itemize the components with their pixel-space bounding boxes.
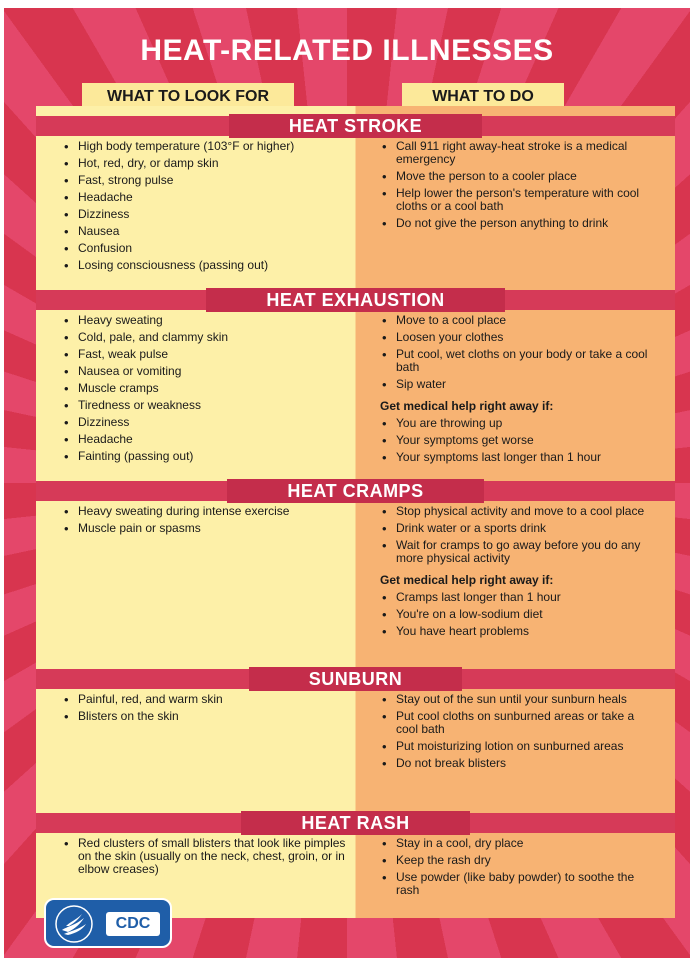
- list-item: • Your symptoms get worse: [380, 434, 648, 447]
- list-item: • Heavy sweating during intense exercise: [62, 505, 352, 518]
- column-label-look-for: WHAT TO LOOK FOR: [82, 83, 294, 111]
- list-item: • Do not give the person anything to drink: [380, 217, 648, 230]
- list-item: • Nausea or vomiting: [62, 365, 352, 378]
- list-item: • Red clusters of small blisters that look like pimples on the skin (usually on the neck, chest, groin, or in elbow creases): [62, 837, 352, 876]
- column-label-what-to-do: WHAT TO DO: [402, 83, 564, 111]
- section-sunburn: [36, 669, 675, 805]
- cdc-logo: [44, 898, 172, 948]
- list-item: • Keep the rash dry: [380, 854, 648, 867]
- section-heat-stroke: [36, 116, 675, 286]
- list-item: • Cold, pale, and clammy skin: [62, 331, 352, 344]
- list-item: • Headache: [62, 433, 352, 446]
- list-item: • Heavy sweating: [62, 314, 352, 327]
- list-item: • High body temperature (103°F or higher): [62, 140, 352, 153]
- section-title: HEAT STROKE: [36, 116, 675, 136]
- list-item: • Painful, red, and warm skin: [62, 693, 352, 706]
- look-for-list: [62, 693, 352, 727]
- list-item: • Stop physical activity and move to a cool place: [380, 505, 648, 518]
- list-item: • Stay in a cool, dry place: [380, 837, 648, 850]
- section-title: SUNBURN: [36, 669, 675, 689]
- list-item: • Hot, red, dry, or damp skin: [62, 157, 352, 170]
- look-for-list: [62, 837, 352, 880]
- poster-title: HEAT-RELATED ILLNESSES: [140, 34, 554, 67]
- list-item: • Sip water: [380, 378, 648, 391]
- what-to-do-list: [380, 693, 648, 774]
- list-item: • Use powder (like baby powder) to soothe the rash: [380, 871, 648, 897]
- list-item: • Do not break blisters: [380, 757, 648, 770]
- medical-help-heading: Get medical help right away if:: [380, 573, 554, 587]
- section-heat-exhaustion: [36, 290, 675, 474]
- list-item: • Headache: [62, 191, 352, 204]
- list-item: • Drink water or a sports drink: [380, 522, 648, 535]
- list-item: • Fainting (passing out): [62, 450, 352, 463]
- list-item: • You are throwing up: [380, 417, 648, 430]
- list-item: • Call 911 right away-heat stroke is a medical emergency: [380, 140, 648, 166]
- list-item: • Cramps last longer than 1 hour: [380, 591, 648, 604]
- list-item: • Muscle pain or spasms: [62, 522, 352, 535]
- what-to-do-list: [380, 505, 648, 642]
- section-title: HEAT CRAMPS: [36, 481, 675, 501]
- list-item: • You have heart problems: [380, 625, 648, 638]
- list-item: • Stay out of the sun until your sunburn heals: [380, 693, 648, 706]
- list-item: • Loosen your clothes: [380, 331, 648, 344]
- list-item: • Put moisturizing lotion on sunburned areas: [380, 740, 648, 753]
- list-item: • Confusion: [62, 242, 352, 255]
- section-title: HEAT RASH: [36, 813, 675, 833]
- section-title: HEAT EXHAUSTION: [36, 290, 675, 310]
- list-item: • Help lower the person's temperature with cool cloths or a cool bath: [380, 187, 648, 213]
- list-item: • Fast, strong pulse: [62, 174, 352, 187]
- medical-help-heading: Get medical help right away if:: [380, 399, 554, 413]
- list-item: • You're on a low-sodium diet: [380, 608, 648, 621]
- list-item: • Put cool, wet cloths on your body or take a cool bath: [380, 348, 648, 374]
- list-item: • Put cool cloths on sunburned areas or take a cool bath: [380, 710, 648, 736]
- list-item: • Blisters on the skin: [62, 710, 352, 723]
- list-item: • Losing consciousness (passing out): [62, 259, 352, 272]
- list-item: • Move to a cool place: [380, 314, 648, 327]
- list-item: • Muscle cramps: [62, 382, 352, 395]
- list-item: • Your symptoms last longer than 1 hour: [380, 451, 648, 464]
- look-for-list: [62, 140, 352, 276]
- list-item: • Fast, weak pulse: [62, 348, 352, 361]
- look-for-list: [62, 505, 352, 539]
- what-to-do-list: [380, 837, 648, 901]
- list-item: • Move the person to a cooler place: [380, 170, 648, 183]
- poster: [4, 8, 690, 958]
- list-item: • Dizziness: [62, 416, 352, 429]
- list-item: • Wait for cramps to go away before you do any more physical activity: [380, 539, 648, 565]
- list-item: • Nausea: [62, 225, 352, 238]
- section-heat-cramps: [36, 481, 675, 661]
- hhs-eagle-icon: [52, 904, 96, 944]
- cdc-wordmark: CDC: [106, 912, 160, 936]
- list-item: • Tiredness or weakness: [62, 399, 352, 412]
- content-panel: [36, 106, 675, 918]
- what-to-do-list: [380, 314, 648, 468]
- what-to-do-list: [380, 140, 648, 234]
- look-for-list: [62, 314, 352, 467]
- list-item: • Dizziness: [62, 208, 352, 221]
